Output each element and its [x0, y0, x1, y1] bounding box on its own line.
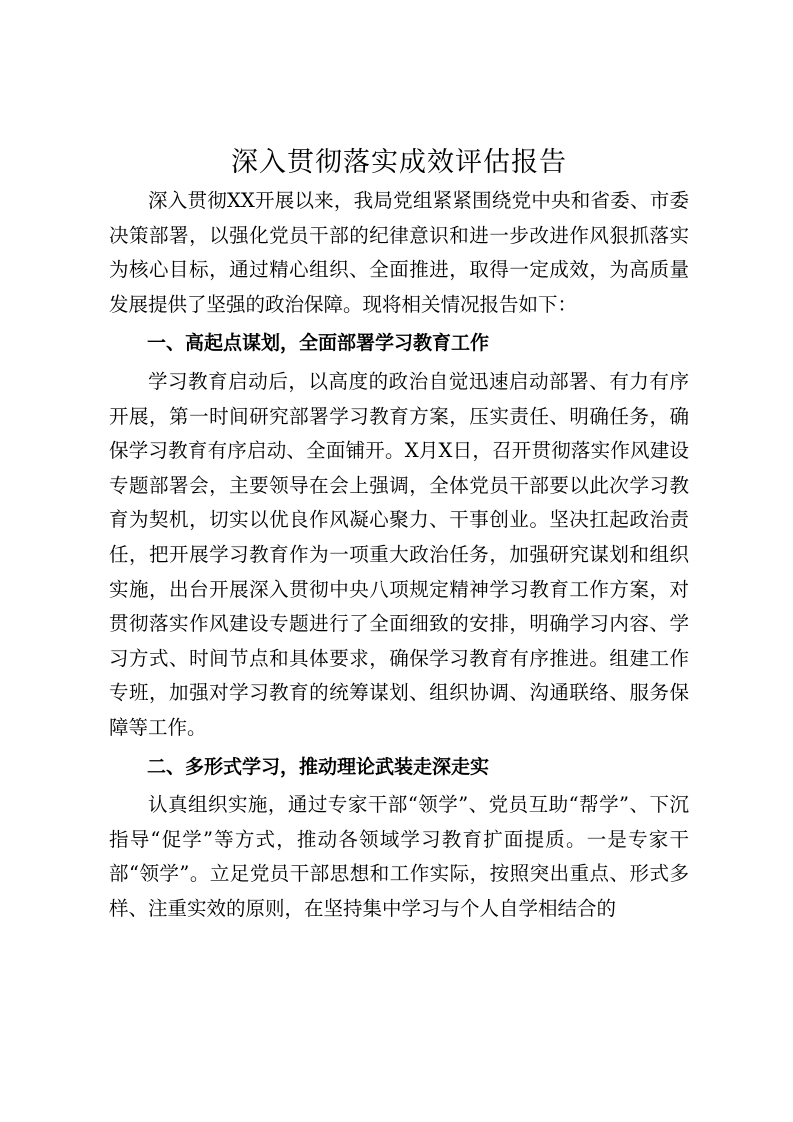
section-2-body: 认真组织实施，通过专家干部“领学”、党员互助“帮学”、下沉指导“促学”等方式，推动各领域学习教育扩面提质。一是专家干部“领学”。立足党员干部思想和工作实际，按照突出重点、形式多样、注重实效的原则，在坚持集中学习与个人自学相结合的	[109, 793, 689, 920]
section-1-body: 学习教育启动后，以高度的政治自觉迅速启动部署、有力有序开展，第一时间研究部署学习教育方案，压实责任、明确任务，确保学习教育有序启动、全面铺开。X月X日，召开贯彻落实作风建设专题部署会，主要领导在会上强调，全体党员干部要以此次学习教育为契机，切实以优良作风凝心聚力、干事创业。坚决扛起政治责任，把开展学习教育作为一项重大政治任务，加强研究谋划和组织实施，出台开展深入贯彻中央八项规定精神学习教育工作方案，对贯彻落实作风建设专题进行了全面细致的安排，明确学习内容、学习方式、时间节点和具体要求，确保学习教育有序推进。组建工作专班，加强对学习教育的统筹谋划、组织协调、沟通联络、服务保障等工作。	[109, 369, 689, 739]
section-1-heading: 一、高起点谋划，全面部署学习教育工作	[147, 332, 490, 355]
section-2-heading: 二、多形式学习，推动理论武装走深走实	[147, 755, 490, 778]
document-body	[109, 142, 689, 926]
intro-paragraph: 深入贯彻XX开展以来，我局党组紧紧围绕党中央和省委、市委决策部署，以强化党员干部的纪律意识和进一步改进作风狠抓落实为核心目标，通过精心组织、全面推进，取得一定成效，为高质量发展提供了坚强的政治保障。现将相关情况报告如下：	[109, 189, 689, 316]
document-title: 深入贯彻落实成效评估报告	[231, 147, 567, 178]
